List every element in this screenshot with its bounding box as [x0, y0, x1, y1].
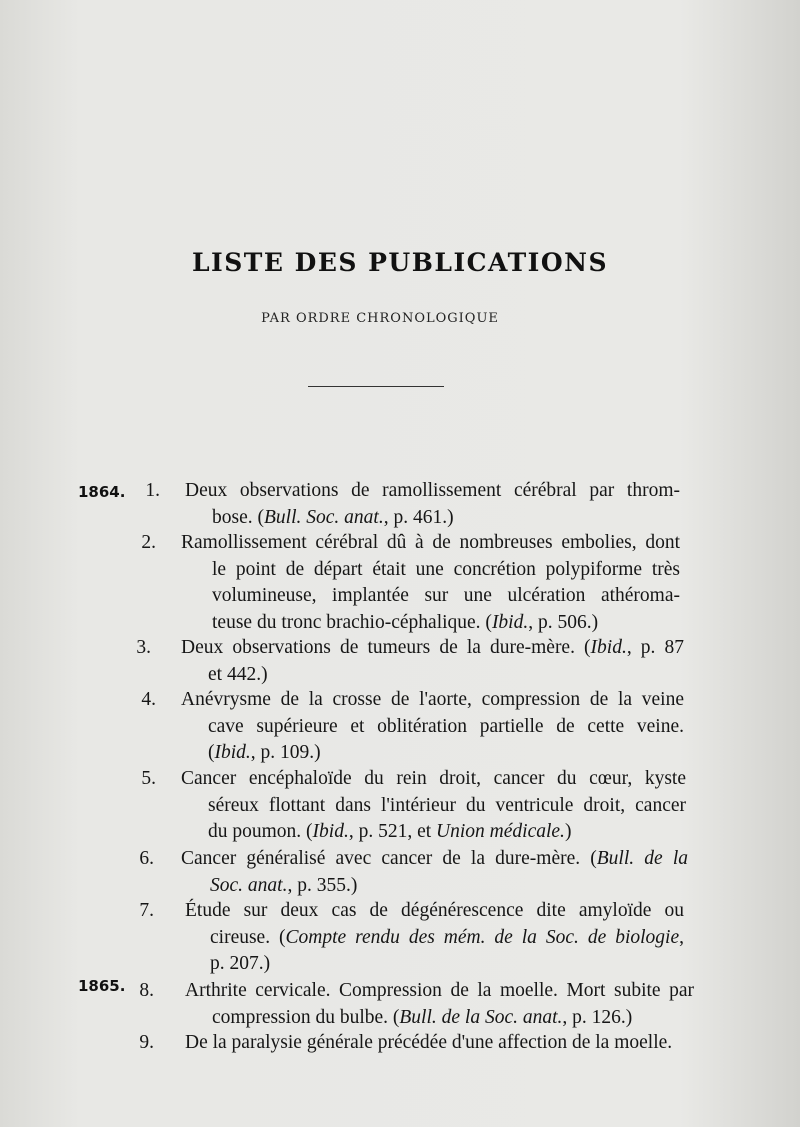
entry-text-line: et 442.)	[208, 663, 268, 685]
page-subtitle: PAR ORDRE CHRONOLOGIQUE	[261, 311, 499, 326]
entry-text-line: Deux observations de tumeurs de la dure-mère. (Ibid., p. 87	[181, 637, 684, 658]
entry-text-line: Cancer encéphaloïde du rein droit, cancer du cœur, kyste	[181, 768, 686, 789]
entry-text-line: p. 207.)	[210, 953, 271, 974]
entry-text-line: Deux observations de ramollissement cérébral par throm-	[185, 480, 680, 501]
entry-text-line: teuse du tronc brachio-céphalique. (Ibid., p. 506.)	[212, 611, 599, 633]
entry-text-line: Ramollissement cérébral dû à de nombreuses embolies, dont	[181, 532, 680, 553]
entry-number: 6.	[139, 848, 154, 869]
entry-text-line: Arthrite cervicale. Compression de la moelle. Mort subite par	[185, 980, 694, 1001]
entry-text-line: Étude sur deux cas de dégénérescence dite amyloïde ou	[185, 900, 684, 921]
year-label-1864: 1864.	[78, 483, 126, 501]
entry-text-line: (Ibid., p. 109.)	[208, 742, 321, 763]
page-title: LISTE DES PUBLICATIONS	[191, 248, 609, 277]
entry-text-line: De la paralysie générale précédée d'une affection de la moelle.	[185, 1032, 673, 1053]
entry-number: 2.	[141, 532, 156, 553]
entry-text-line: Anévrysme de la crosse de l'aorte, compression de la veine	[181, 689, 684, 710]
entry-text-line: séreux flottant dans l'intérieur du ventricule droit, cancer	[208, 794, 686, 816]
entry-number: 5.	[141, 768, 156, 789]
entry-text-line: Cancer généralisé avec cancer de la dure-mère. (Bull. de la	[181, 848, 688, 869]
entry-text-line: bose. (Bull. Soc. anat., p. 461.)	[212, 506, 454, 528]
title-divider	[308, 386, 444, 387]
entry-text-line: volumineuse, implantée sur une ulcération athéroma-	[212, 585, 680, 606]
entry-text-line: cave supérieure et oblitération partielle de cette veine.	[208, 715, 684, 737]
entry-number: 8.	[139, 980, 154, 1001]
entry-text-line: le point de départ était une concrétion polypiforme très	[212, 558, 680, 580]
entry-text-line: Soc. anat., p. 355.)	[210, 874, 358, 896]
entry-number: 4.	[141, 689, 156, 710]
entry-text-line: du poumon. (Ibid., p. 521, et Union médicale.)	[208, 821, 572, 842]
entry-text-line: cireuse. (Compte rendu des mém. de la Soc. de biologie,	[210, 926, 684, 948]
entry-number: 3.	[136, 637, 151, 658]
entry-number: 1.	[145, 480, 160, 501]
entry-number: 9.	[139, 1032, 154, 1053]
year-label-1865: 1865.	[78, 977, 126, 995]
entry-number: 7.	[139, 900, 154, 921]
entry-text-line: compression du bulbe. (Bull. de la Soc. anat., p. 126.)	[212, 1006, 633, 1028]
